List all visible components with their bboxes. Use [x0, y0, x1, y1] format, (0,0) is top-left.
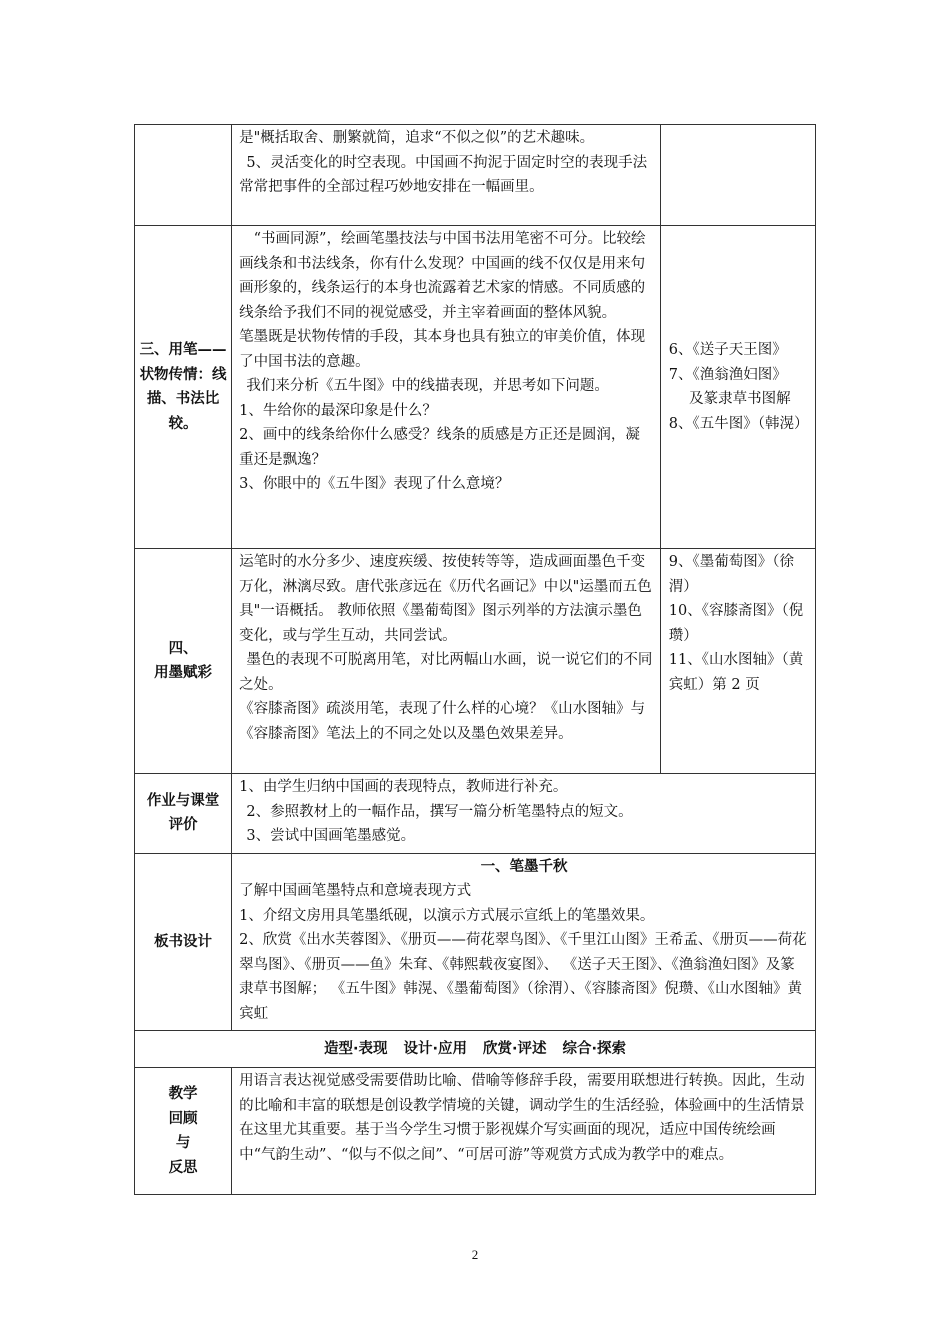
board-line: 1、介绍文房用具笔墨纸砚，以演示方式展示宣纸上的笔墨效果。	[239, 907, 655, 924]
table-row-homework	[135, 774, 816, 854]
reflection-content	[232, 1068, 816, 1195]
paragraph: 墨色的表现不可脱离用笔，对比两幅山水画，说一说它们的不同之处。	[239, 652, 653, 693]
board-content	[232, 853, 816, 1031]
empty-resource-cell	[660, 125, 815, 226]
question-item: 1、牛给你的最深印象是什么？	[239, 402, 437, 419]
question-item: 2、画中的线条给你什么感受？线条的质感是方正还是圆润，凝重还是飘逸？	[239, 427, 640, 468]
paragraph: 《容膝斋图》疏淡用笔，表现了什么样的心境？《山水图轴》与《容膝斋图》笔法上的不同之处以及墨色效果差异。	[239, 701, 646, 742]
brushwork-resources	[660, 226, 815, 549]
resource-item: 9、《墨葡萄图》（徐渭）	[668, 554, 794, 595]
field-label: 设计·应用	[403, 1040, 467, 1057]
resource-item: 10、《容膝斋图》（倪瓒）	[668, 603, 804, 644]
lesson-plan-table	[134, 124, 816, 1195]
homework-content	[232, 774, 816, 854]
reflection-text: 用语言表达视觉感受需要借助比喻、借喻等修辞手段，需要用联想进行转换。因此，生动的比喻和丰富的联想是创设教学情境的关键，调动学生的生活经验，体验画中的生活情景在这里尤其重要。基于当今学生习惯于影视媒介写实画面的现况，适应中国传统绘画中“气韵生动”、“似与不似之间”、“可居可游”等观赏方式成为教学中的难点。	[239, 1073, 805, 1163]
paragraph: 笔墨既是状物传情的手段，其本身也具有独立的审美价值，体现了中国书法的意趣。	[239, 329, 646, 370]
page-number: 2	[471, 1247, 479, 1262]
paragraph: 我们来分析《五牛图》中的线描表现，并思考如下问题。	[246, 378, 609, 394]
section-label-homework	[135, 774, 232, 854]
resource-item: 6、《送子天王图》	[668, 342, 787, 358]
resource-item: 8、《五牛图》（韩滉）	[668, 415, 809, 432]
brushwork-content	[232, 226, 661, 549]
continuation-content	[232, 125, 661, 226]
table-row-board	[135, 853, 816, 1031]
section-label-text: 板书设计	[154, 933, 213, 950]
resource-item: 7、《渔翁渔妇图》	[668, 366, 787, 383]
ink-content	[232, 549, 661, 774]
field-label: 造型·表现	[323, 1040, 388, 1057]
section-label-brushwork	[135, 226, 232, 549]
table-row-fields	[135, 1031, 816, 1068]
board-title: 一、笔墨千秋	[480, 858, 568, 875]
resource-item: 及篆隶草书图解	[689, 391, 791, 407]
homework-item: 1、由学生归纳中国画的表现特点，教师进行补充。	[239, 779, 568, 795]
section-label-line: 反思	[168, 1159, 198, 1176]
section-label-line: 教学	[168, 1086, 198, 1102]
section-label-line: 用墨赋彩	[154, 665, 213, 681]
section-label-board	[135, 853, 232, 1031]
board-line: 2、欣赏《出水芙蓉图》、《册页——荷花翠鸟图》、《千里江山图》王希孟、《册页——荷花翠鸟图》、《册页——鱼》朱耷、《韩熙载夜宴图》、 《送子天王图》、《渔翁渔妇图》及篆隶草书图解； 《五牛图》韩滉、《墨葡萄图》（徐渭）、《容膝斋图》倪瓒、《山水图轴》黄宾虹	[239, 932, 807, 1022]
question-item: 3、你眼中的《五牛图》表现了什么意境？	[239, 476, 510, 492]
section-label-text: 作业与课堂评价	[146, 792, 220, 834]
section-label-text: 三、用笔——状物传情：线描、书法比较。	[139, 342, 227, 432]
homework-item: 3、尝试中国画笔墨感觉。	[246, 828, 416, 844]
ink-resources	[660, 549, 815, 774]
table-row-reflection	[135, 1068, 816, 1195]
continuation-line: 5、灵活变化的时空表现。中国画不拘泥于固定时空的表现手法常常把事件的全部过程巧妙地安排在一幅画里。	[239, 154, 648, 195]
table-row-continuation	[135, 125, 816, 226]
table-row-ink	[135, 549, 816, 774]
empty-label-cell	[135, 125, 232, 226]
resource-item: 11、《山水图轴》（黄宾虹）第 2 页	[668, 652, 804, 693]
paragraph: “书画同源”，绘画笔墨技法与中国书法用笔密不可分。比较绘画线条和书法线条，你有什么发现？中国画的线不仅仅是用来句画形象的，线条运行的本身也流露着艺术家的情感。不同质感的线条给予我们不同的视觉感受，并主宰着画面的整体风貌。	[239, 231, 646, 321]
section-label-line: 与	[175, 1135, 191, 1151]
table-row-brushwork	[135, 226, 816, 549]
homework-item: 2、参照教材上的一幅作品，撰写一篇分析笔墨特点的短文。	[246, 803, 633, 820]
section-label-ink	[135, 549, 232, 774]
learning-fields	[135, 1031, 816, 1068]
board-line: 了解中国画笔墨特点和意境表现方式	[239, 883, 472, 899]
continuation-line: 是"概括取舍、删繁就简，追求“不似之似”的艺术趣味。	[239, 130, 595, 146]
field-label: 欣赏·评述	[483, 1040, 547, 1057]
section-label-reflection	[135, 1068, 232, 1195]
field-label: 综合·探索	[562, 1040, 627, 1057]
paragraph: 运笔时的水分多少、速度疾缓、按使转等等，造成画面墨色千变万化，淋漓尽致。唐代张彦远在《历代名画记》中以"运墨而五色具"一语概括。 教师依照《墨葡萄图》图示列举的方法演示墨色变化，或与学生互动，共同尝试。	[239, 554, 652, 644]
section-label-line: 四、	[168, 640, 198, 657]
section-label-line: 回顾	[168, 1110, 198, 1127]
